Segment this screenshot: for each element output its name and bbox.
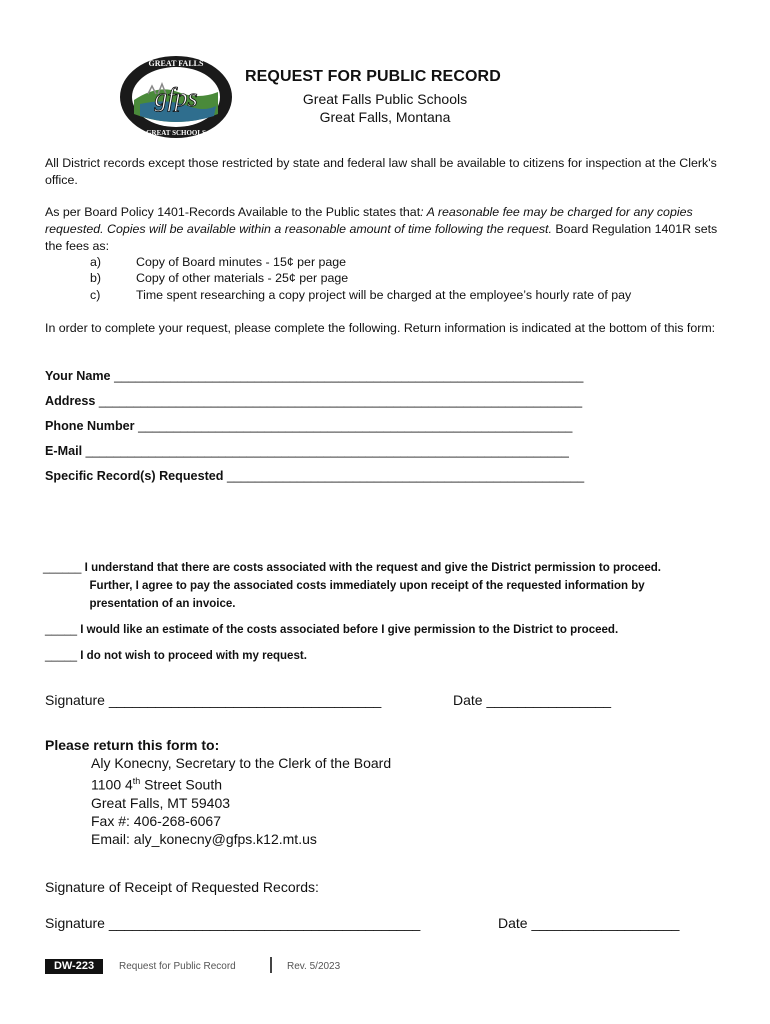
form-code-badge: DW-223: [45, 959, 103, 974]
return-street: [91, 772, 391, 794]
return-recipient: Aly Konecny, Secretary to the Clerk of the Board: [91, 755, 392, 771]
logo-mid-text: gfps: [154, 83, 198, 112]
signature-line[interactable]: ___________________________________: [108, 692, 382, 708]
condition-proceed-line-1: I understand that there are costs associated with the request and give the District permission to proceed.: [84, 560, 661, 574]
condition-proceed[interactable]: [43, 558, 713, 612]
receipt-date-label: Date: [498, 915, 528, 931]
policy-text-b: Board Regulation 1401R sets the fees as:: [45, 222, 718, 253]
condition-decline-blank[interactable]: _____: [45, 648, 78, 662]
subtitle-block: [245, 90, 525, 126]
your-name-label: Your Name: [45, 369, 111, 383]
fee-item-text: Copy of other materials - 25¢ per page: [136, 271, 349, 285]
specific-records-field[interactable]: [45, 469, 584, 483]
condition-decline-text: I do not wish to proceed with my request.: [80, 648, 307, 662]
address-line[interactable]: _____________________________________________________________________: [98, 394, 583, 408]
return-street-suffix: th: [132, 776, 141, 786]
date-field[interactable]: [453, 692, 611, 708]
email-label: E-Mail: [45, 444, 83, 458]
receipt-signature-label: Signature: [45, 915, 105, 931]
footer-divider: [270, 957, 272, 973]
return-city: Great Falls, MT 59403: [91, 794, 231, 811]
policy-text-italic: : A reasonable fee may be charged for any copies requested. Copies will be available within a reasonable amount of time following the request.: [45, 205, 693, 236]
address-field[interactable]: [45, 394, 582, 408]
policy-text-a: As per Board Policy 1401-Records Available to the Public states that: [45, 205, 421, 219]
email-line[interactable]: _____________________________________________________________________: [85, 444, 569, 458]
condition-estimate-blank[interactable]: _____: [45, 622, 78, 636]
phone-line[interactable]: ______________________________________________________________: [138, 419, 573, 433]
receipt-heading: Signature of Receipt of Requested Records:: [45, 879, 319, 895]
condition-estimate-text: I would like an estimate of the costs associated before I give permission to the District to proceed.: [80, 622, 619, 636]
logo-bottom-text: GREAT SCHOOLS: [146, 129, 206, 137]
condition-proceed-blank[interactable]: ______: [43, 560, 82, 574]
intro-paragraph-3: [45, 320, 730, 337]
phone-field[interactable]: [45, 419, 572, 433]
phone-label: Phone Number: [45, 419, 135, 433]
return-street-number: 1100 4: [91, 776, 133, 793]
return-heading: Please return this form to:: [45, 737, 220, 753]
subtitle-school: Great Falls Public Schools: [302, 91, 468, 107]
footer-revision: Rev. 5/2023: [287, 961, 341, 972]
condition-proceed-line-2: Further, I agree to pay the associated costs immediately upon receipt of the requested information by: [89, 578, 645, 592]
return-address: [91, 754, 391, 848]
footer-form-name: Request for Public Record: [119, 961, 236, 972]
condition-proceed-line-3: presentation of an invoice.: [89, 596, 236, 610]
instructions-text: In order to complete your request, please complete the following. Return information is indicated at the bottom of this form:: [45, 321, 716, 335]
policy-text: [45, 204, 730, 255]
your-name-line[interactable]: ___________________________________________________________________: [114, 369, 584, 383]
specific-records-label: Specific Record(s) Requested: [45, 469, 224, 483]
fee-item: [90, 271, 348, 285]
fee-item-text: Time spent researching a copy project will be charged at the employee’s hourly rate of pay: [136, 288, 632, 302]
fee-item: [90, 255, 346, 269]
receipt-date-line[interactable]: ___________________: [531, 915, 680, 931]
fee-item-label: a): [90, 255, 102, 269]
receipt-date-field[interactable]: [498, 915, 679, 931]
fee-item-text: Copy of Board minutes - 15¢ per page: [136, 255, 347, 269]
intro-text-1: All District records except those restricted by state and federal law shall be available to citizens for inspection at the Clerk's office.: [45, 156, 717, 187]
email-field[interactable]: [45, 444, 569, 458]
intro-paragraph-1: [45, 155, 730, 189]
your-name-field[interactable]: [45, 369, 583, 383]
condition-decline[interactable]: [45, 646, 715, 664]
signature-field[interactable]: [45, 692, 381, 708]
signature-label: Signature: [45, 692, 105, 708]
condition-estimate[interactable]: [45, 620, 715, 638]
gfps-logo: [118, 54, 234, 140]
specific-records-line[interactable]: ___________________________________________________: [226, 469, 585, 483]
date-line[interactable]: ________________: [486, 692, 612, 708]
fee-item-label: b): [90, 271, 102, 285]
receipt-signature-field[interactable]: [45, 915, 420, 931]
return-street-name: Street South: [140, 776, 223, 793]
logo-top-text: GREAT FALLS: [148, 59, 204, 68]
fee-item: [90, 288, 631, 302]
return-email: Email: aly_konecny@gfps.k12.mt.us: [91, 830, 317, 847]
subtitle-city: Great Falls, Montana: [319, 109, 451, 125]
intro-paragraph-2: [45, 204, 730, 255]
date-label: Date: [453, 692, 483, 708]
address-label: Address: [45, 394, 96, 408]
form-title: REQUEST FOR PUBLIC RECORD: [245, 68, 501, 85]
receipt-signature-line[interactable]: ________________________________________: [108, 915, 421, 931]
fee-item-label: c): [90, 288, 101, 302]
return-fax: Fax #: 406-268-6067: [91, 812, 221, 829]
